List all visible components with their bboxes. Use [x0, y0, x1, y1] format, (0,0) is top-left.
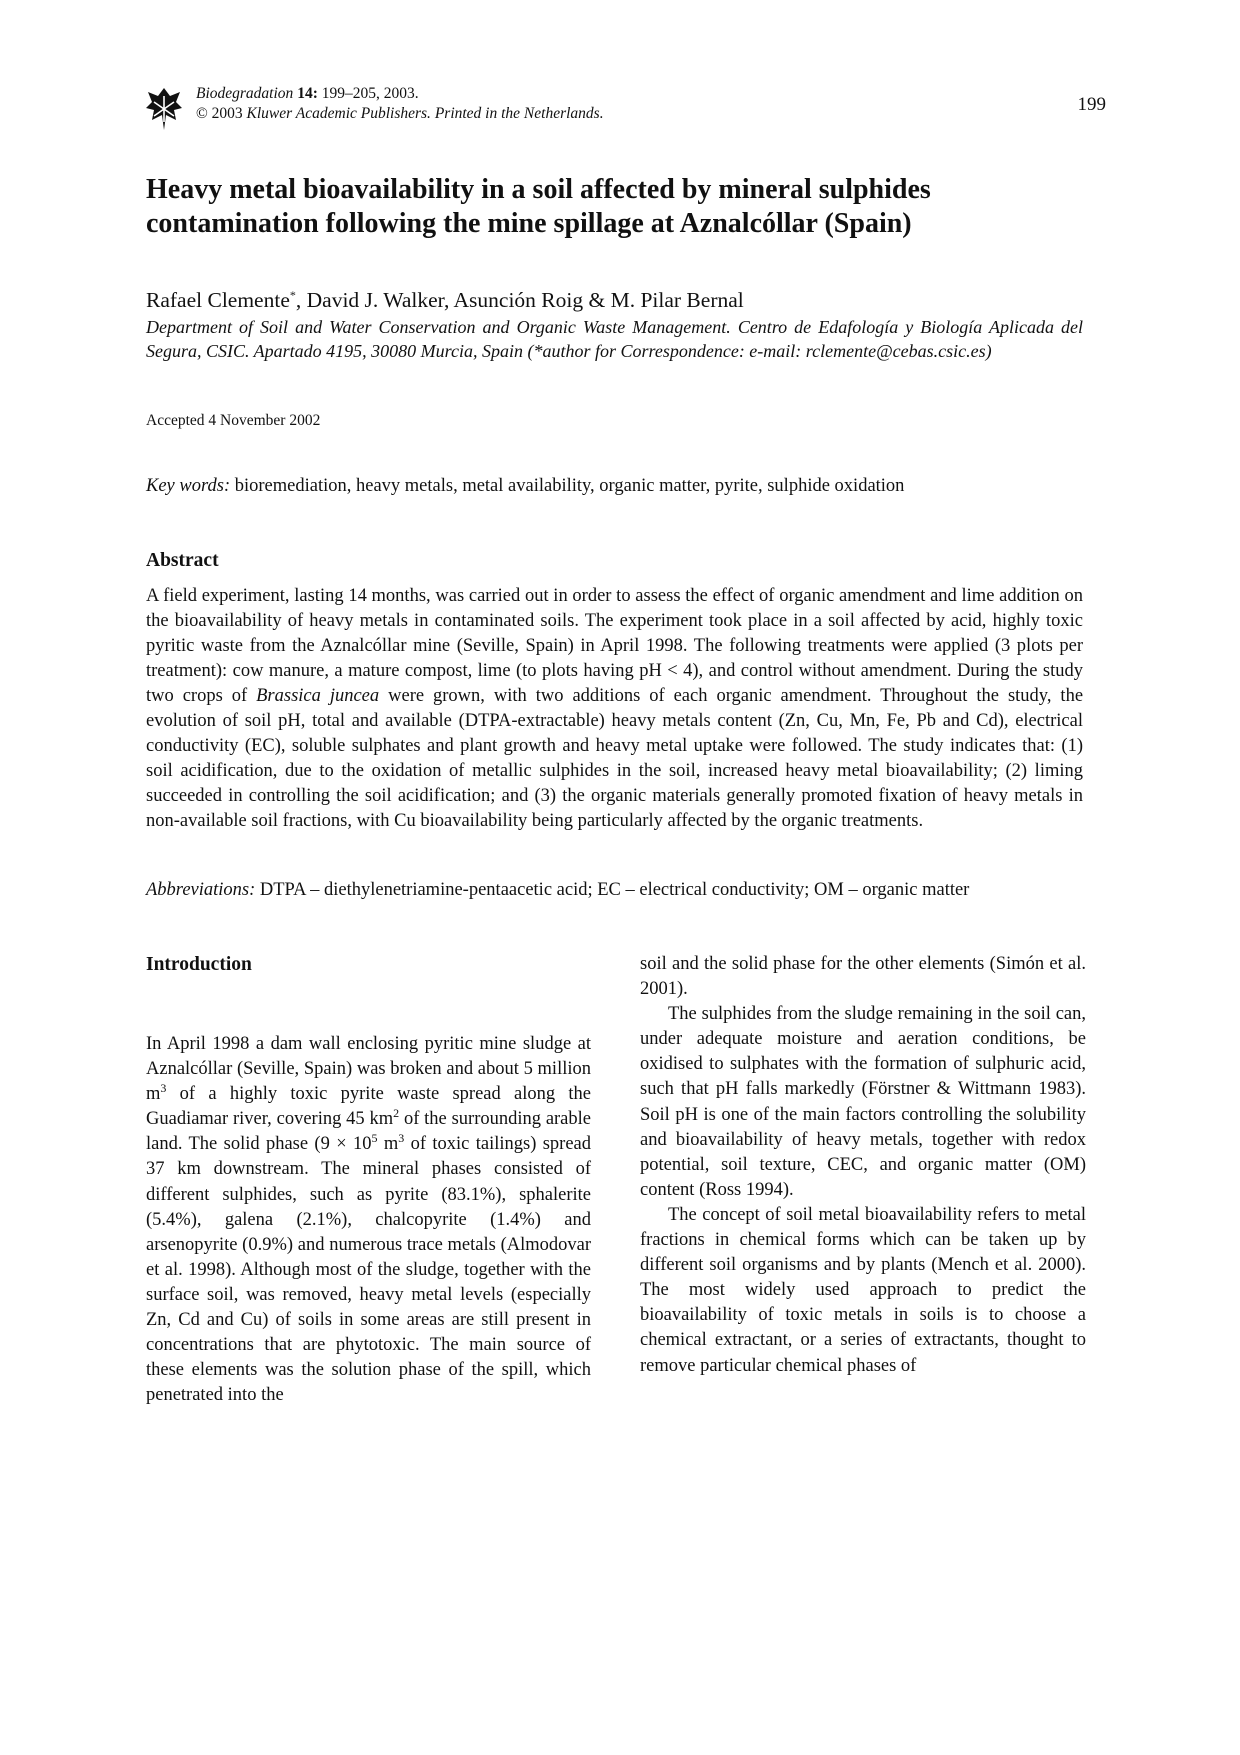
abstract-text — [146, 584, 1083, 834]
title-line-1: Heavy metal bioavailability in a soil affected by mineral sulphides — [146, 174, 931, 205]
paper-title — [146, 173, 1106, 241]
intro-paragraph-cont: soil and the solid phase for the other elements (Simón et al. 2001). — [640, 954, 1086, 1000]
keywords-label: Key words: — [146, 476, 231, 496]
publisher-logo-icon — [146, 88, 182, 130]
intro-p1-c: of the surrounding arable land. The solid phase (9 × 10 — [146, 1109, 591, 1155]
author-list — [146, 288, 744, 313]
intro-p1-e: of toxic tailings) spread 37 km downstream. The mineral phases consisted of different sulphides, such as pyrite (83.1%), sphalerite (5.4%), galena (2.1%), chalcopyrite (1.4%) and arsenopyrite (0.9%) and numerous trace metals (Almodovar et al. 1998). Although most of the sludge, together with the surface soil, was removed, heavy metal levels (especially Zn, Cd and Cu) of soils in some areas are still present in concentrations that are phytotoxic. The main source of these elements was the solution phase of the spill, which penetrated into the — [146, 1134, 591, 1406]
title-line-2: contamination following the mine spillage at Aznalcóllar (Spain) — [146, 208, 912, 239]
abstract-heading: Abstract — [146, 550, 219, 571]
abbreviations-label: Abbreviations: — [146, 880, 256, 900]
superscript: 3 — [398, 1131, 405, 1146]
intro-paragraph-2: The sulphides from the sludge remaining in the soil can, under adequate moisture and aeration conditions, be oxidised to sulphates with the formation of sulphuric acid, such that pH falls markedly (Förstner & Wittmann 1983). Soil pH is one of the main factors controlling the solubility and bioavailability of heavy metals, together with redox potential, soil texture, CEC, and organic matter (OM) content (Ross 1994). — [640, 1004, 1086, 1200]
intro-p1-b: of a highly toxic pyrite waste spread along the Guadiamar river, covering 45 km — [146, 1084, 591, 1130]
intro-paragraph-3: The concept of soil metal bioavailability refers to metal fractions in chemical forms which can be taken up by different soil organisms and by plants (Mench et al. 2000). The most widely used approach to predict the bioavailability of toxic metals in soils is to choose a chemical extractant, or a series of extractants, thought to remove particular chemical phases of — [640, 1204, 1086, 1376]
abbreviations-text: DTPA – diethylenetriamine-pentaacetic acid; EC – electrical conductivity; OM – organic matter — [259, 880, 970, 900]
affiliation: Department of Soil and Water Conservation and Organic Waste Management. Centro de Edafología y Biología Aplicada del Segura, CSIC. Apartado 4195, 30080 Murcia, Spain (*author for Correspondence: e-mail: rclemente@cebas.csic.es) — [146, 317, 1083, 361]
abstract-part-1: A field experiment, lasting 14 months, was carried out in order to assess the effect of organic amendment and lime addition on the bioavailability of heavy metals in contaminated soils. The experiment took place in a soil affected by acid, highly toxic pyritic waste from the Aznalcóllar mine (Seville, Spain) in April 1998. The following treatments were applied (3 plots per treatment): cow manure, a mature compost, lime (to plots having pH < 4), and control without amendment. During the study two crops of — [146, 586, 1083, 706]
corresponding-star: * — [289, 287, 296, 302]
journal-pages: 199–205, 2003. — [321, 85, 419, 102]
keywords-text: bioremediation, heavy metals, metal availability, organic matter, pyrite, sulphide oxidation — [234, 476, 905, 496]
author-rest: , David J. Walker, Asunción Roig & M. Pilar Bernal — [295, 288, 744, 312]
intro-paragraph-1 — [146, 1032, 591, 1408]
abbreviations — [146, 880, 1106, 901]
page-number: 199 — [1077, 94, 1106, 115]
right-column — [640, 952, 1086, 1379]
printed-in: Printed in the Netherlands. — [434, 105, 604, 122]
publisher-name: Kluwer Academic Publishers. — [246, 105, 431, 122]
journal-citation — [196, 84, 604, 124]
species-name: Brassica juncea — [256, 686, 380, 706]
journal-header — [146, 84, 1106, 134]
journal-volume: 14: — [297, 85, 318, 102]
superscript: 5 — [371, 1131, 378, 1146]
intro-p1-a: In April 1998 a dam wall enclosing pyritic mine sludge at Aznalcóllar (Seville, Spain) was broken and about 5 million m — [146, 1034, 591, 1105]
abstract-part-2: were grown, with two additions of each organic amendment. Throughout the study, the evolution of soil pH, total and available (DTPA-extractable) heavy metals content (Zn, Cu, Mn, Fe, Pb and Cd), electrical conductivity (EC), soluble sulphates and plant growth and heavy metal uptake were followed. The study indicates that: (1) soil acidification, due to the oxidation of metallic sulphides in the soil, increased heavy metal bioavailability; (2) liming succeeded in controlling the soil acidification; and (3) the organic materials generally promoted fixation of heavy metals in non-available soil fractions, with Cu bioavailability being particularly affected by the organic treatments. — [146, 686, 1084, 831]
superscript: 2 — [393, 1106, 400, 1121]
introduction-heading: Introduction — [146, 954, 252, 975]
copyright: © 2003 — [196, 105, 243, 122]
accepted-date: Accepted 4 November 2002 — [146, 412, 321, 429]
author-first: Rafael Clemente — [146, 288, 290, 312]
left-column — [146, 1032, 591, 1408]
superscript: 3 — [160, 1081, 167, 1096]
intro-p1-d: m — [377, 1134, 399, 1155]
keywords — [146, 476, 1106, 497]
journal-name: Biodegradation — [196, 85, 294, 102]
